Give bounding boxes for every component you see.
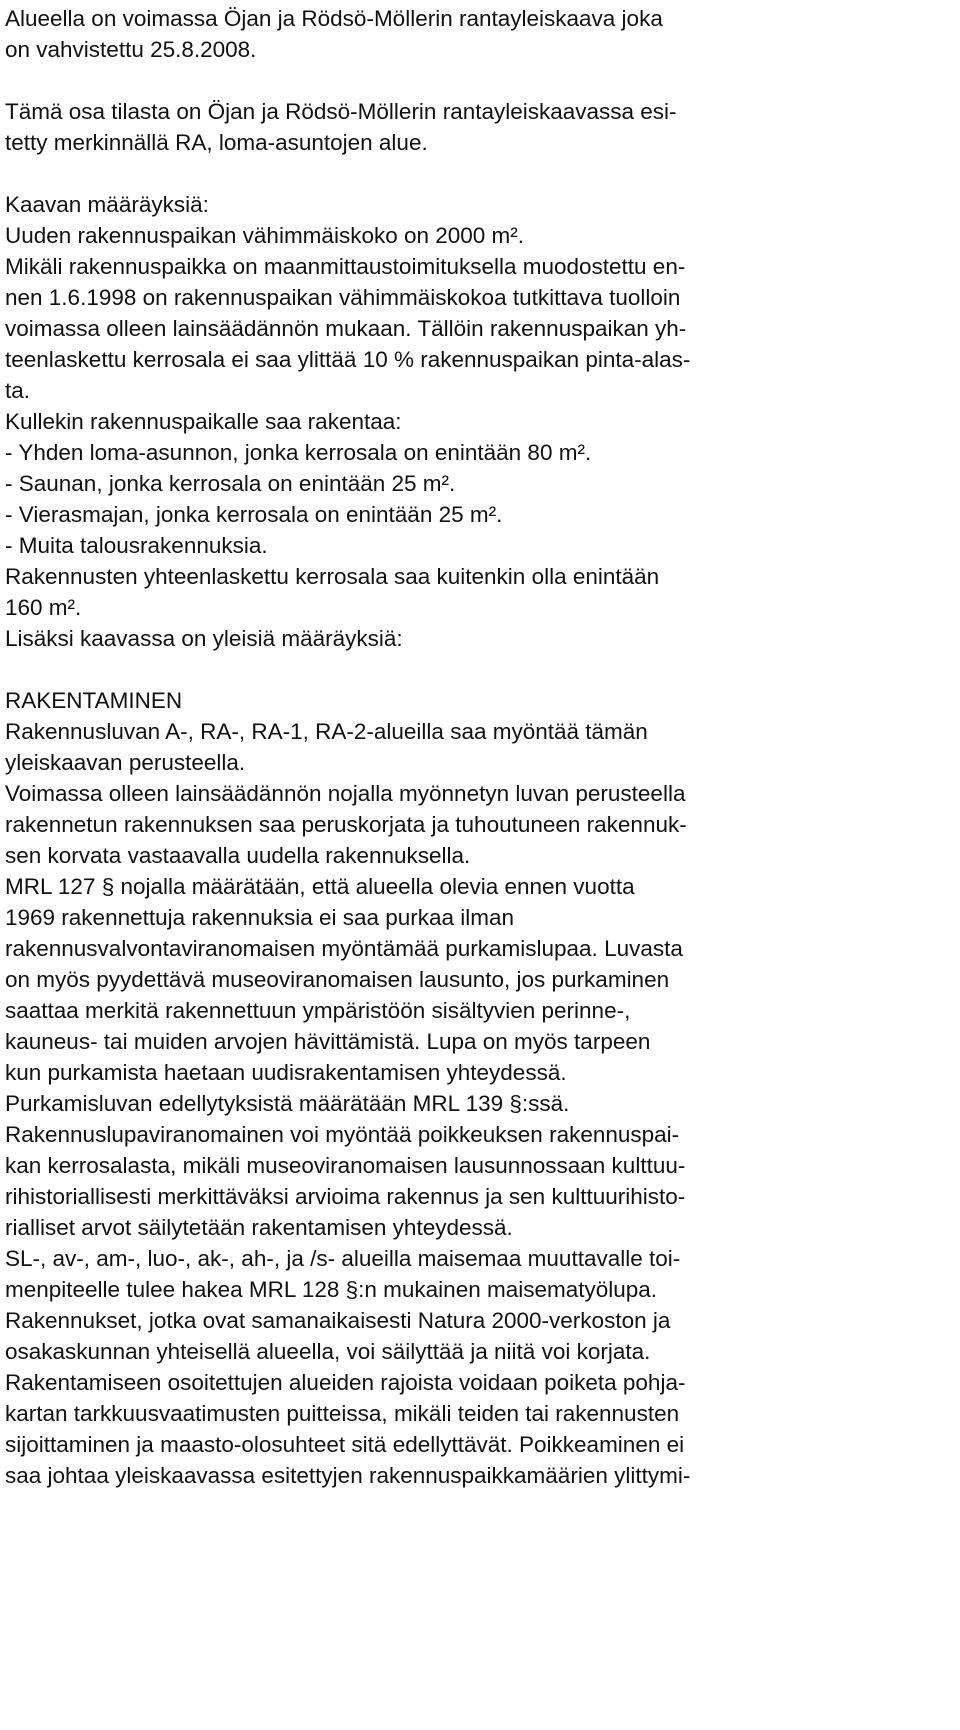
text-line: Mikäli rakennuspaikka on maanmittaustoimituksella muodostettu en-	[5, 254, 686, 279]
text-line: voimassa olleen lainsäädännön mukaan. Tällöin rakennuspaikan yh-	[5, 316, 687, 341]
text-line: MRL 127 § nojalla määrätään, että alueella olevia ennen vuotta	[5, 874, 635, 899]
text-line: sen korvata vastaavalla uudella rakennuksella.	[5, 843, 471, 868]
text-line: teenlaskettu kerrosala ei saa ylittää 10 % rakennuspaikan pinta-alas-	[5, 347, 691, 372]
text-line: yleiskaavan perusteella.	[5, 750, 246, 775]
text-line: Kaavan määräyksiä:	[5, 192, 209, 217]
text-line: - Saunan, jonka kerrosala on enintään 25 m².	[5, 471, 456, 496]
text-line: menpiteelle tulee hakea MRL 128 §:n mukainen maisematyölupa.	[5, 1277, 658, 1302]
text-line: Rakennuslupaviranomainen voi myöntää poikkeuksen rakennuspai-	[5, 1122, 680, 1147]
text-line: osakaskunnan yhteisellä alueella, voi säilyttää ja niitä voi korjata.	[5, 1339, 651, 1364]
text-line: 1969 rakennettuja rakennuksia ei saa purkaa ilman	[5, 905, 515, 930]
text-line: rihistoriallisesti merkittäväksi arvioima rakennus ja sen kulttuurihisto-	[5, 1184, 686, 1209]
text-line: Rakennusluvan A-, RA-, RA-1, RA-2-alueilla saa myöntää tämän	[5, 719, 648, 744]
text-line: SL-, av-, am-, luo-, ak-, ah-, ja /s- alueilla maisemaa muuttavalle toi-	[5, 1246, 681, 1271]
text-line: tetty merkinnällä RA, loma-asuntojen alue.	[5, 130, 428, 155]
text-line: Rakennusten yhteenlaskettu kerrosala saa kuitenkin olla enintään	[5, 564, 660, 589]
text-line: kauneus- tai muiden arvojen hävittämistä. Lupa on myös tarpeen	[5, 1029, 651, 1054]
text-line: Rakennukset, jotka ovat samanaikaisesti Natura 2000-verkoston ja	[5, 1308, 671, 1333]
text-line: Kullekin rakennuspaikalle saa rakentaa:	[5, 409, 402, 434]
text-line: - Muita talousrakennuksia.	[5, 533, 268, 558]
text-line: rialliset arvot säilytetään rakentamisen yhteydessä.	[5, 1215, 513, 1240]
text-line: on myös pyydettävä museoviranomaisen lausunto, jos purkaminen	[5, 967, 670, 992]
text-line: - Yhden loma-asunnon, jonka kerrosala on enintään 80 m².	[5, 440, 592, 465]
text-line: Tämä osa tilasta on Öjan ja Rödsö-Möllerin rantayleiskaavassa esi-	[5, 99, 677, 124]
text-line: ta.	[5, 378, 31, 403]
text-line: rakennetun rakennuksen saa peruskorjata ja tuhoutuneen rakennuk-	[5, 812, 687, 837]
text-line: Purkamisluvan edellytyksistä määrätään MRL 139 §:ssä.	[5, 1091, 570, 1116]
text-line: Lisäksi kaavassa on yleisiä määräyksiä:	[5, 626, 403, 651]
text-line: kun purkamista haetaan uudisrakentamisen yhteydessä.	[5, 1060, 567, 1085]
text-line: saa johtaa yleiskaavassa esitettyjen rakennuspaikkamäärien ylittymi-	[5, 1463, 691, 1488]
text-line: 160 m².	[5, 595, 82, 620]
text-line: - Vierasmajan, jonka kerrosala on enintään 25 m².	[5, 502, 503, 527]
text-line: Alueella on voimassa Öjan ja Rödsö-Möllerin rantayleiskaava joka	[5, 6, 663, 31]
text-line: saattaa merkitä rakennettuun ympäristöön sisältyvien perinne-,	[5, 998, 631, 1023]
text-line: Rakentamiseen osoitettujen alueiden rajoista voidaan poiketa pohja-	[5, 1370, 686, 1395]
text-line: rakennusvalvontaviranomaisen myöntämää purkamislupaa. Luvasta	[5, 936, 683, 961]
text-line: nen 1.6.1998 on rakennuspaikan vähimmäiskokoa tutkittava tuolloin	[5, 285, 681, 310]
text-line: Voimassa olleen lainsäädännön nojalla myönnetyn luvan perusteella	[5, 781, 686, 806]
text-line: on vahvistettu 25.8.2008.	[5, 37, 257, 62]
section-heading: RAKENTAMINEN	[5, 688, 183, 713]
text-line: Uuden rakennuspaikan vähimmäiskoko on 2000 m².	[5, 223, 525, 248]
text-line: kartan tarkkuusvaatimusten puitteissa, mikäli teiden tai rakennusten	[5, 1401, 680, 1426]
text-line: kan kerrosalasta, mikäli museoviranomaisen lausunnossaan kulttuu-	[5, 1153, 686, 1178]
text-line: sijoittaminen ja maasto-olosuhteet sitä edellyttävät. Poikkeaminen ei	[5, 1432, 685, 1457]
